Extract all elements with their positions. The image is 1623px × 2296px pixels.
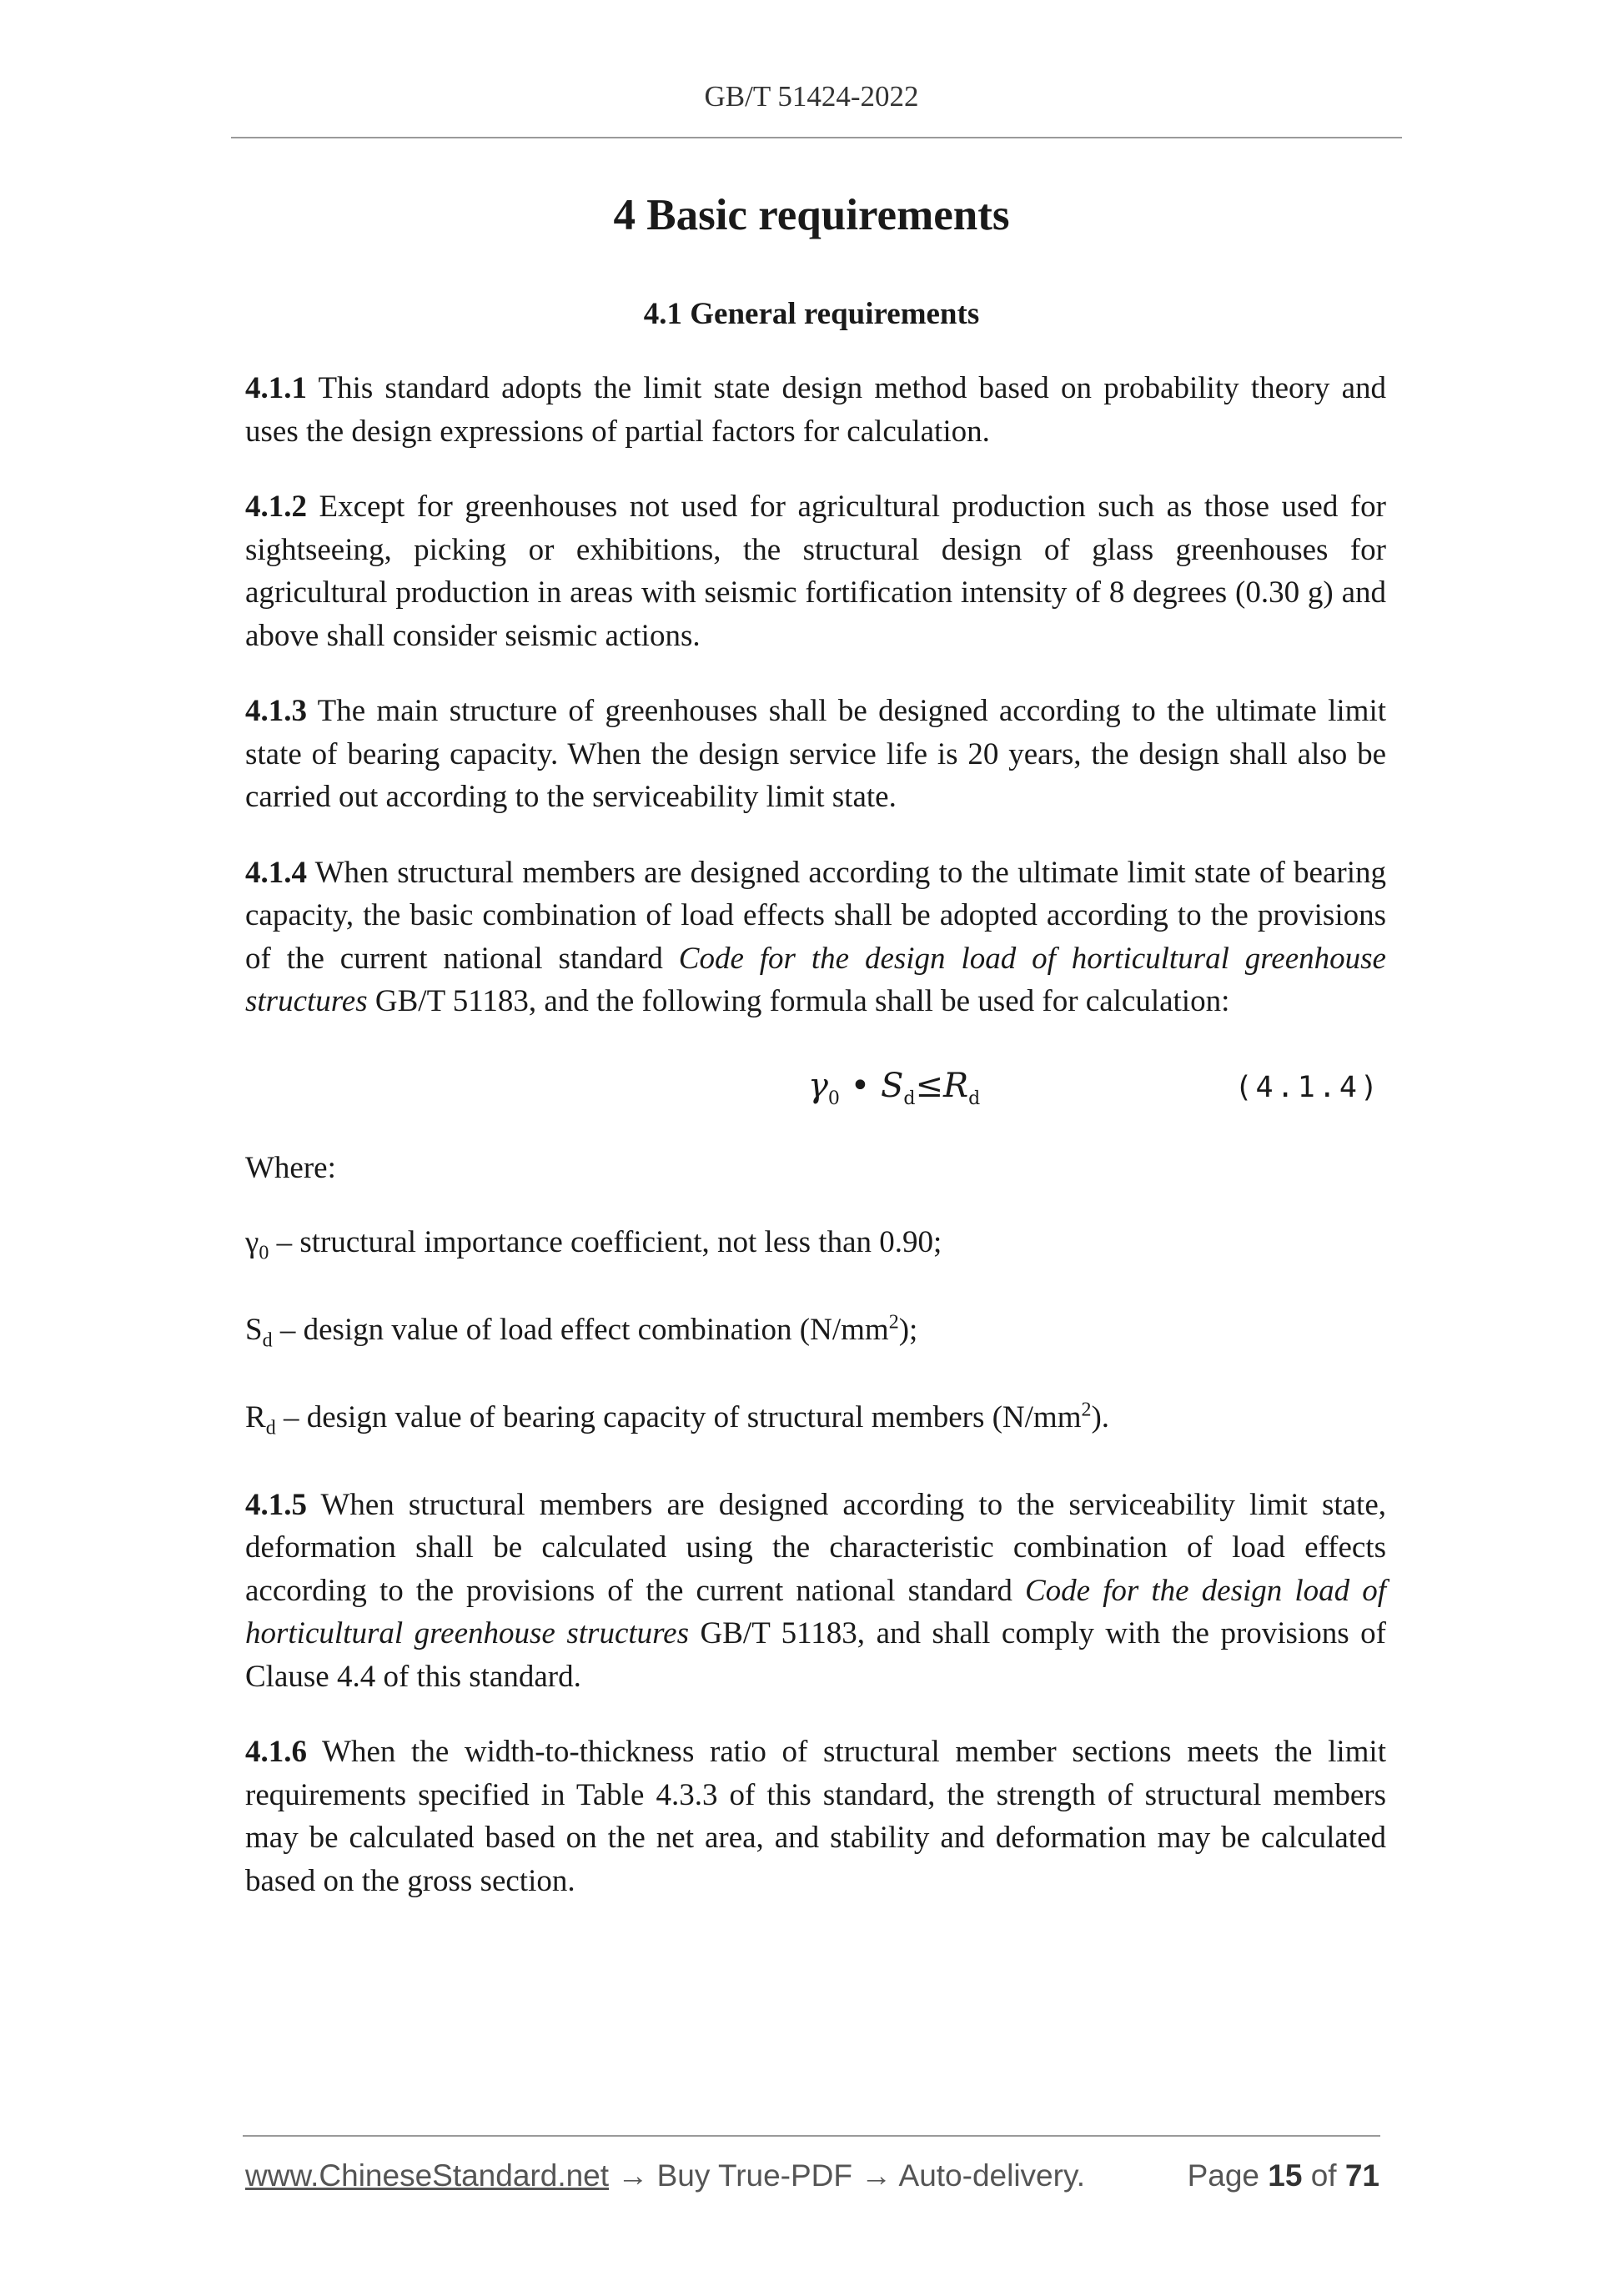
- page-number: 15: [1268, 2158, 1303, 2193]
- clause-text: GB/T 51183, and shall comply with the provisions of Clause 4.4 of this standard.: [245, 1616, 1386, 1694]
- site-link[interactable]: www.ChineseStandard.net: [245, 2158, 610, 2193]
- running-header: GB/T 51424-2022: [704, 80, 919, 113]
- definition-gamma0: $\gamma_0$ – structural importance coefficient, not less than 0.90;: [245, 1225, 942, 1264]
- clause-4-1-5: [245, 1484, 1386, 1699]
- body-text: [245, 367, 1386, 1935]
- clause-number: 4.1.5: [245, 1487, 307, 1522]
- definition-sd: $S_d$ – design value of load effect combination $(N/mm^2)$;: [245, 1311, 918, 1352]
- section-title: 4.1 General requirements: [643, 297, 980, 331]
- clause-text: When structural members are designed according to the ultimate limit state of bearing capacity, the basic combination of load effects shall be adopted according to the provisions of the current national standard: [245, 855, 1386, 976]
- chapter-title: 4 Basic requirements: [613, 191, 1010, 239]
- formula-expression: $\gamma_0$ • $S_d\le R_d$: [808, 1066, 981, 1109]
- clause-number: 4.1.4: [245, 855, 307, 890]
- clause-number: 4.1.2: [245, 490, 307, 524]
- where-label: Where:: [245, 1150, 336, 1185]
- clause-4-1-3: [245, 690, 1386, 819]
- definition-rd: $R_d$ – design value of bearing capacity of structural members $(N/mm^2)$.: [245, 1399, 1110, 1439]
- clause-text: The main structure of greenhouses shall be designed according to the ultimate limit state of bearing capacity. When the design service life is 20 years, the design shall also be carried out according to the serviceability limit state.: [245, 694, 1386, 814]
- footer-promo: [245, 2158, 1085, 2193]
- clause-number: 4.1.3: [245, 694, 307, 728]
- clause-4-1-2: [245, 485, 1386, 657]
- cited-standard-title: Code for the design load of horticultural greenhouse structures: [245, 941, 1386, 1018]
- clause-number: 4.1.6: [245, 1735, 307, 1770]
- promo-text: → Buy True-PDF → Auto-delivery.: [609, 2158, 1085, 2193]
- cited-standard-title: Code for the design load of horticultural greenhouse structures: [245, 1573, 1386, 1651]
- formula-4-1-4: [245, 1062, 1386, 1113]
- clause-text: When the width-to-thickness ratio of structural member sections meets the limit requirements specified in Table 4.3.3 of this standard, the strength of structural members may be calculated based on the net area, and stability and deformation may be calculated based on the gross section.: [245, 1735, 1386, 1898]
- clause-text: Except for greenhouses not used for agricultural production such as those used for sightseeing, picking or exhibitions, the structural design of glass greenhouses for agricultural production in areas with seismic fortification intensity of 8 degrees (0.30 g) and above shall consider seismic actions.: [245, 490, 1386, 653]
- clause-4-1-1: [245, 367, 1386, 453]
- clause-4-1-6: [245, 1731, 1386, 1902]
- equation-number: (4.1.4): [1234, 1070, 1381, 1104]
- clause-text: This standard adopts the limit state design method based on probability theory and uses the design expressions of partial factors for calculation.: [245, 371, 1386, 449]
- clause-number: 4.1.1: [245, 371, 307, 405]
- clause-4-1-4: [245, 852, 1386, 1023]
- header-divider: [231, 137, 1402, 138]
- footer-divider: [243, 2135, 1380, 2137]
- clause-text: When structural members are designed according to the serviceability limit state, deformation shall be calculated using the characteristic combination of load effects according to the provisions of the current national standard: [245, 1487, 1386, 1608]
- page-indicator: Page 15 of 71: [1187, 2158, 1379, 2193]
- page-total: 71: [1344, 2158, 1379, 2193]
- clause-text: GB/T 51183, and the following formula shall be used for calculation:: [367, 984, 1230, 1018]
